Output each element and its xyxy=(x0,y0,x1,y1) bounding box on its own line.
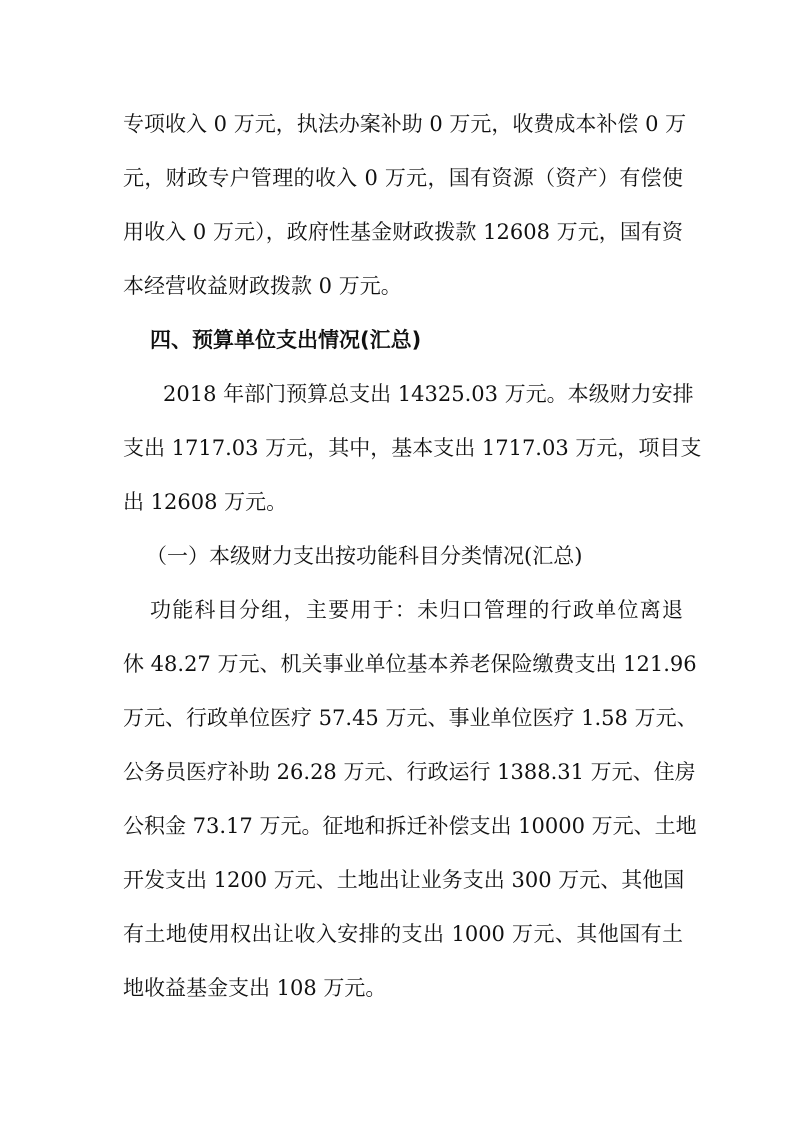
paragraph-line: 有土地使用权出让收入安排的支出 1000 万元、其他国有土 xyxy=(123,922,683,946)
paragraph-line: 功能科目分组，主要用于：未归口管理的行政单位离退 xyxy=(150,598,683,622)
paragraph-line: 2018 年部门预算总支出 14325.03 万元。本级财力安排 xyxy=(163,382,694,406)
paragraph-line: 专项收入 0 万元，执法办案补助 0 万元，收费成本补偿 0 万 xyxy=(123,112,687,136)
paragraph-line: 公积金 73.17 万元。征地和拆迁补偿支出 10000 万元、土地 xyxy=(123,814,697,838)
paragraph-line: 休 48.27 万元、机关事业单位基本养老保险缴费支出 121.96 xyxy=(123,652,697,676)
paragraph-line: 万元、行政单位医疗 57.45 万元、事业单位医疗 1.58 万元、 xyxy=(123,706,698,730)
paragraph-line: 地收益基金支出 108 万元。 xyxy=(123,976,387,1000)
paragraph-line: 支出 1717.03 万元，其中，基本支出 1717.03 万元，项目支 xyxy=(123,436,702,460)
subsection-heading: （一）本级财力支出按功能科目分类情况(汇总) xyxy=(146,544,583,568)
paragraph-line: 出 12608 万元。 xyxy=(123,490,288,514)
paragraph-line: 本经营收益财政拨款 0 万元。 xyxy=(123,274,402,298)
paragraph-line: 开发支出 1200 万元、土地出让业务支出 300 万元、其他国 xyxy=(123,868,685,892)
section-heading: 四、预算单位支出情况(汇总) xyxy=(150,328,422,352)
paragraph-line: 用收入 0 万元），政府性基金财政拨款 12608 万元，国有资 xyxy=(123,220,683,244)
paragraph-line: 元，财政专户管理的收入 0 万元，国有资源（资产）有偿使 xyxy=(123,166,683,190)
paragraph-line: 公务员医疗补助 26.28 万元、行政运行 1388.31 万元、住房 xyxy=(123,760,696,784)
